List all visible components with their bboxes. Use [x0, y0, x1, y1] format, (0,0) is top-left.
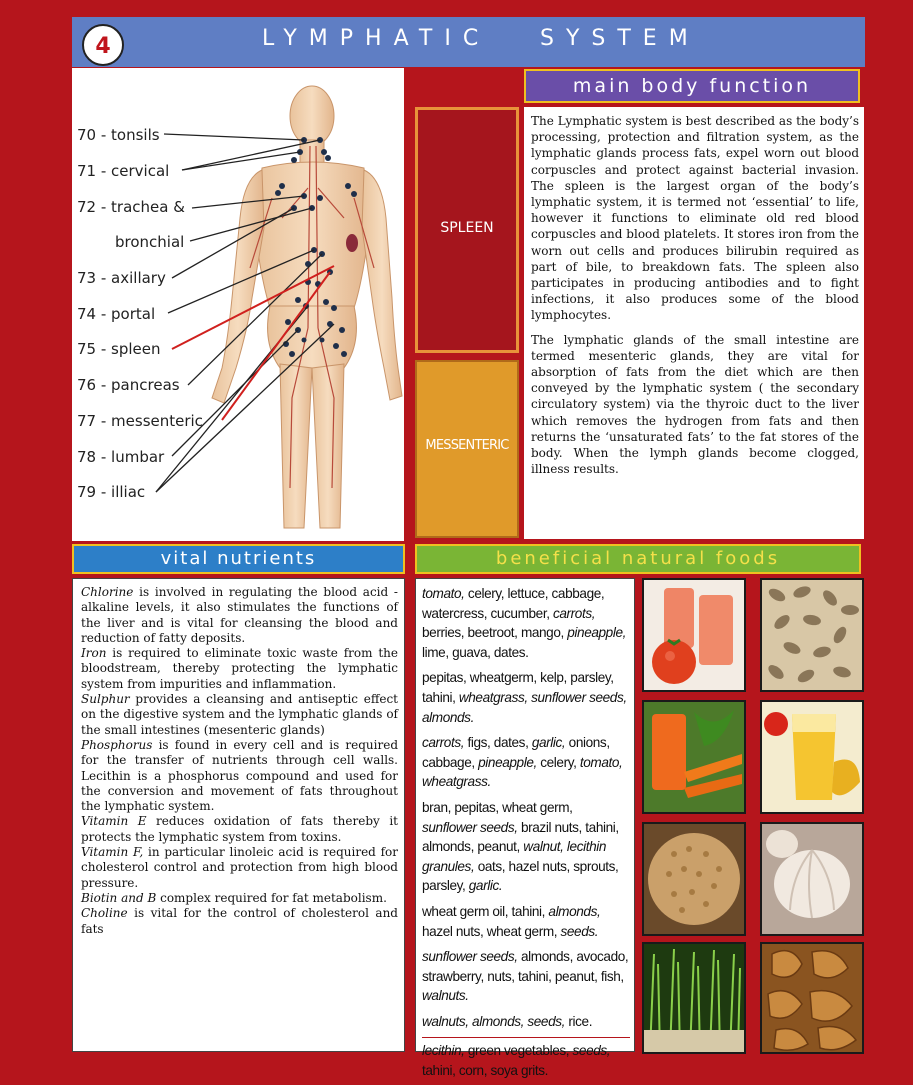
label-tonsils: 70 - tonsils — [77, 126, 160, 144]
nutrient-description: is found in every cell and is required for the transfer of nutrients through cell walls. Lecithin is a phosphorus compound and used for the conversion and movement of fats throughout the lymphatic system. — [81, 737, 398, 814]
food-item: oats, hazel nuts, sprouts, parsley, — [422, 858, 619, 894]
food-item: tahini, corn, soya grits. — [422, 1063, 548, 1079]
carrot-juice-photo — [642, 700, 746, 814]
food-item-emphasized: garlic, — [531, 735, 566, 751]
nutrient-item — [81, 845, 398, 891]
food-item: brazil nuts, tahini, almonds, peanut, — [422, 819, 619, 855]
main-function-paragraph: The lymphatic glands of the small intestine are termed mesenteric glands, they are vital for absorption of fats from the diet which are then conveyed by the lymphatic system ( the secondary circulatory system) via the thyroic duct to the liver which removes the hydrogen from fats and then returns the ‘unsaturated fats’ to the fat stores of the body. When the lymph glands become clogged, illness results. — [531, 332, 859, 477]
food-item: hazel nuts, wheat germ, — [422, 923, 561, 939]
food-item: berries, beetroot, mango, — [422, 625, 568, 641]
nutrient-item — [81, 646, 398, 692]
nutrient-description: reduces oxidation of fats thereby it protects the lymphatic system from toxins. — [81, 814, 398, 844]
nutrient-name: Iron — [81, 646, 107, 661]
vital-nutrients-text — [72, 578, 405, 1052]
walnuts-photo — [760, 942, 864, 1054]
messenteric-label: MESSENTERIC — [425, 438, 509, 453]
food-group — [422, 947, 630, 1006]
spleen-label: SPLEEN — [440, 220, 494, 236]
food-item-emphasized: carrots, — [422, 735, 465, 751]
food-item: celery, — [536, 754, 580, 770]
food-item: wheat germ oil, tahini, — [422, 903, 549, 919]
label-lumbar: 78 - lumbar — [77, 448, 165, 466]
nutrient-name: Biotin and B — [81, 890, 157, 905]
label-illiac: 79 - illiac — [77, 483, 146, 501]
food-item-emphasized: sunflower seeds, — [422, 949, 518, 965]
wheatgrass-photo — [642, 942, 746, 1054]
nutrient-description: is involved in regulating the blood acid - alkaline levels, it also stimulates the functions of the liver and is vital for cleansing the blood and reduction of fatty deposits. — [81, 585, 398, 645]
carrot-juice-image — [644, 702, 744, 812]
food-group — [422, 1037, 630, 1080]
food-item-emphasized: pineapple, — [567, 625, 627, 641]
food-item: figs, dates, — [464, 735, 532, 751]
spleen-organ — [346, 234, 358, 252]
food-item-emphasized: walnut, lecithin granules, — [422, 839, 607, 874]
food-group — [422, 733, 630, 792]
walnuts-image — [762, 944, 862, 1052]
nutrient-description: is required to eliminate toxic waste from the bloodstream, thereby protecting the lymphatic system from impurities and inflammation. — [81, 646, 398, 691]
label-cervical: 71 - cervical — [77, 162, 170, 180]
pineapple-juice-photo — [760, 700, 864, 814]
nutrient-item — [81, 585, 398, 646]
food-group — [422, 668, 630, 727]
food-group — [422, 902, 630, 941]
nutrient-description: is vital for the control of cholesterol and fats — [81, 906, 398, 936]
beneficial-foods-list — [415, 578, 635, 1079]
main-function-text — [524, 107, 864, 539]
nutrient-name: Chlorine — [81, 585, 134, 599]
food-item-emphasized: carrots, — [552, 605, 596, 621]
food-group — [422, 1012, 630, 1032]
food-item-emphasized: lecithin, — [422, 1043, 465, 1059]
label-spleen: 75 - spleen — [77, 340, 161, 358]
food-item: lime, guava, dates. — [422, 644, 529, 660]
food-item: green vegetables, — [464, 1043, 573, 1059]
vital-nutrients-heading: vital nutrients — [72, 544, 405, 574]
nutrient-name: Phosphorus — [81, 737, 153, 752]
food-item-emphasized: tomato, wheatgrass. — [422, 754, 623, 790]
food-item-emphasized: walnuts. — [422, 988, 469, 1004]
nutrient-item — [81, 692, 398, 738]
lecithin-granules-image — [644, 824, 744, 934]
food-group — [422, 584, 630, 662]
food-item-emphasized: sunflower seeds, — [422, 819, 518, 835]
nutrient-item — [81, 814, 398, 845]
sunflower-seeds-photo — [760, 578, 864, 692]
nutrient-name: Sulphur — [81, 692, 130, 707]
title-word-system: SYSTEM — [540, 26, 700, 51]
pineapple-juice-image — [762, 702, 862, 812]
messenteric-panel — [415, 360, 519, 538]
nutrient-name: Vitamin F, — [81, 845, 144, 860]
label-pancreas: 76 - pancreas — [77, 376, 180, 394]
food-item-emphasized: walnuts, almonds, seeds, — [422, 1013, 566, 1029]
label-axillary: 73 - axillary — [77, 269, 166, 287]
nutrient-item — [81, 906, 398, 937]
food-item: celery, lettuce, cabbage, watercress, cucumber, — [422, 586, 605, 621]
food-item-emphasized: wheatgrass, sunflower seeds, almonds. — [422, 689, 627, 725]
nutrient-description: provides a cleansing and antiseptic effect on the digestive system and the lymphatic glands of the small intestines (mesenteric glands) — [81, 692, 398, 737]
tomato-juice-photo — [642, 578, 746, 692]
label-portal: 74 - portal — [77, 305, 156, 323]
food-item-emphasized: seeds, — [572, 1043, 611, 1059]
title-word-lymphatic: LYMPHATIC — [262, 26, 491, 51]
food-group — [422, 798, 630, 896]
label-trachea: 72 - trachea & — [77, 198, 185, 216]
garlic-image — [762, 824, 862, 934]
wheatgrass-image — [644, 944, 744, 1052]
main-function-heading: main body function — [524, 69, 860, 103]
food-item: pepitas, wheatgerm, kelp, parsley, tahini, — [422, 670, 614, 705]
food-item-emphasized: almonds, — [548, 903, 601, 919]
label-bronchial: bronchial — [115, 233, 185, 251]
food-item: onions, cabbage, — [422, 735, 610, 770]
sunflower-seeds-image — [762, 580, 862, 690]
nutrient-description: in particular linoleic acid is required for cholesterol control and protection from high blood pressure. — [81, 845, 399, 890]
nutrient-name: Vitamin E — [81, 814, 147, 829]
food-item-emphasized: seeds. — [560, 923, 599, 939]
food-item: bran, pepitas, wheat germ, — [422, 799, 573, 815]
garlic-photo — [760, 822, 864, 936]
label-messenteric: 77 - messenteric — [77, 412, 203, 430]
food-item-emphasized: garlic. — [468, 878, 503, 894]
tomato-juice-image — [644, 580, 744, 690]
lymphatic-diagram — [72, 68, 404, 541]
nutrient-name: Choline — [81, 906, 128, 921]
nutrient-item — [81, 891, 398, 906]
food-item: rice. — [565, 1013, 593, 1029]
main-function-paragraph: The Lymphatic system is best described as the body’s processing, protection and filtration system, as the lymphatic glands process fats, expel worn out blood corpuscles and protect against bacterial invasion. The spleen is the largest organ of the body’s lymphatic system, it is termed not ‘essential’ to life, however it functions to eliminate old red blood corpuscles and blood platelets. It stores iron from the worn out cells and produces bilirubin required as part of bile, to breakdown fats. The spleen also participates in producing antibodies and to fight infections, it also produces some of the blood lymphocytes. — [531, 114, 859, 323]
page-number-badge: 4 — [82, 24, 124, 66]
spleen-panel — [415, 107, 519, 353]
nutrient-item — [81, 738, 398, 814]
food-item-emphasized: pineapple, — [478, 754, 537, 770]
food-item: almonds, avocado, strawberry, nuts, tahini, peanut, fish, — [422, 949, 629, 984]
beneficial-foods-heading: beneficial natural foods — [415, 544, 861, 574]
food-item-emphasized: tomato, — [422, 586, 465, 601]
lecithin-granules-photo — [642, 822, 746, 936]
nutrient-description: complex required for fat metabolism. — [156, 890, 387, 905]
